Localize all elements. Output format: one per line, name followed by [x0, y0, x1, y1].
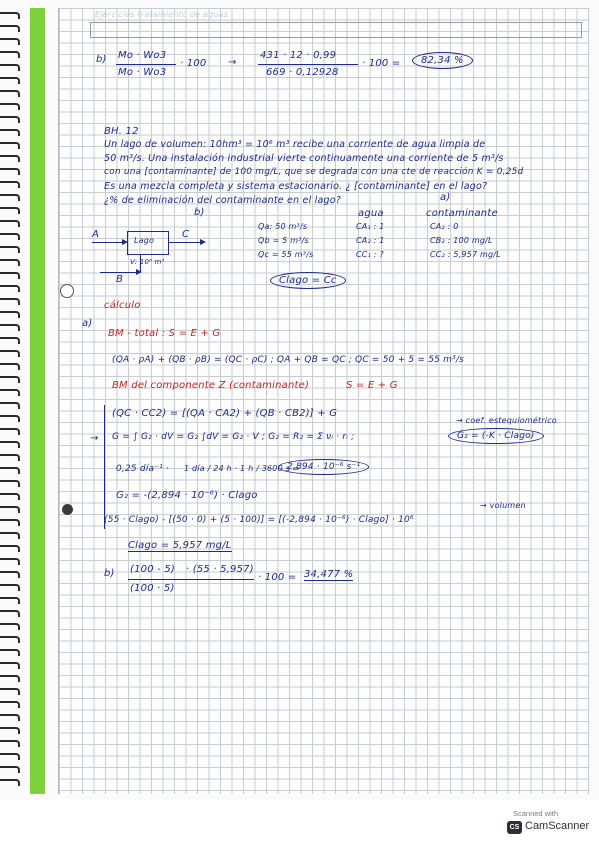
spiral-coil [0, 350, 20, 357]
calculo-clago-result: Clago = 5,957 mg/L [128, 540, 232, 551]
problem-id: BH. 12 [104, 126, 139, 137]
calculo-final-eq: (55 · Clago) - [(50 · 0) + (5 · 100)] = [(-2,894 · 10⁻⁶) · Clago] · 10⁶ [104, 515, 414, 525]
spiral-coil [0, 129, 20, 136]
spiral-coil [0, 714, 20, 721]
binder-hole-lower [62, 504, 73, 515]
top-b-den2: 669 · 0,12928 [266, 67, 339, 78]
spiral-coil [0, 155, 20, 162]
calculo-bm-component-eq: S = E + G [346, 380, 398, 391]
part-b-label: b) [104, 568, 115, 579]
spiral-coil [0, 77, 20, 84]
calculo-bm-component: BM del componente Z (contaminante) [112, 380, 310, 391]
calculo-gen-result: G₂ = (-K · Clago) [448, 428, 544, 444]
spiral-coil [0, 415, 20, 422]
contaminante-row-2: CB₂ : 100 mg/L [430, 236, 493, 245]
part-b-times: · 100 = [258, 572, 297, 583]
spiral-coil [0, 168, 20, 175]
green-margin-bar [30, 8, 45, 794]
spiral-coil [0, 688, 20, 695]
camscanner-badge [505, 809, 589, 839]
agua-c-row-3: CC₁ : ? [356, 250, 384, 259]
top-b-times: · 100 [180, 58, 207, 69]
spiral-coil [0, 675, 20, 682]
calculo-k-conv-pre: 0,25 día⁻¹ · [116, 464, 170, 474]
notebook-page: Ejercicios tratamiento de aguas b) Mo · Wo3 Mo · Wo3 · 100 → 431 · 12 · 0,99 669 · 0,12928 · 100 = 82,34 % BH. 12 Un lago de volumen: 10hm³ = 10⁶ m³ recibe una corriente de agua limpia de 50 m³/s. Una instalación industrial vierte continuamente una corriente de 5 m³/s con una [contaminante] de 100 mg/L, que se degrada con una cte de reacción K = 0,25d Es una mezcla completa y sistema estacionario. ¿ [contaminante] en el lago? ¿% de eliminación del contaminante en el lago? a) b) A Lago C V: 10⁶ m³ B agua Qa: 50 m³/s Qb = 5 m³/s Qc = 55 m³/s CA₁ : 1 CA₂ : 1 CC₁ : ? contaminante CA₂ : 0 CB₂ : 100 mg/L CC₂ : 5,957 mg/L Clago = Cc cálculo a) BM - total : S = E + G (QA · ρA) + (QB · ρB) = (QC · ρC) ; QA + QB = QC ; QC = 50 + 5 = 55 m³/s BM del componente Z (contaminante) S = E + G (QC · CC2) = [(QA · CA2) + (QB · CB2)] + G → coef. estequiométrico → G = ∫ G₂ · dV = G₂ ∫dV = G₂ · V ; G₂ = R₂ = Σ νᵢ · rᵢ ; G₂ = (-K · Clago) 0,25 día⁻¹ · 1 día / 24 h · 1 h / 3600 s = 2,894 · 10⁻⁶ s⁻¹ G₂ = -(2,894 · 10⁻⁶) · Clago → volumen (55 · Clago) - [(50 · 0) + (5 · 100)] = [(-2,894 · 10⁻⁶) · Clago] · 10⁶ Clago = 5,957 mg/L b) (100 - 5) · (55 · 5,957) (100 · 5) · 100 = 34,477 % [0, 0, 599, 800]
diagram-volume-label: V: 10⁶ m³ [130, 258, 165, 266]
calculo-volume-note: → volumen [480, 501, 526, 510]
spiral-coil [0, 363, 20, 370]
calculo-part-a: a) [82, 318, 93, 329]
problem-part-b-marker: b) [194, 207, 205, 218]
problem-line-5: ¿% de eliminación del contaminante en el lago? [104, 195, 341, 206]
spiral-coil [0, 272, 20, 279]
camscanner-logo-icon: CS [507, 821, 522, 834]
spiral-coil [0, 558, 20, 565]
spiral-coil [0, 597, 20, 604]
spiral-coil [0, 259, 20, 266]
spiral-coil [0, 532, 20, 539]
problem-line-4: Es una mezcla completa y sistema estacionario. ¿ [contaminante] en el lago? [104, 181, 488, 192]
spiral-coil [0, 207, 20, 214]
spiral-coil [0, 727, 20, 734]
agua-header: agua [358, 208, 384, 219]
problem-line-1: Un lago de volumen: 10hm³ = 10⁶ m³ recibe una corriente de agua limpia de [104, 139, 486, 150]
spiral-coil [0, 701, 20, 708]
calculo-balance-eq: (QC · CC2) = [(QA · CA2) + (QB · CB2)] + G [112, 408, 338, 419]
calculo-qa-eq: (QA · ρA) + (QB · ρB) = (QC · ρC) ; QA + QB = QC ; QC = 50 + 5 = 55 m³/s [112, 355, 465, 365]
diagram-bottom-label: B [116, 274, 124, 285]
spiral-coil [0, 246, 20, 253]
spiral-coil [0, 311, 20, 318]
spiral-binding [0, 8, 24, 794]
spiral-coil [0, 441, 20, 448]
agua-q-row-2: Qb = 5 m³/s [258, 236, 309, 245]
problem-line-3: con una [contaminante] de 100 mg/L, que se degrada con una cte de reacción K = 0,25d [104, 167, 524, 177]
spiral-coil [0, 220, 20, 227]
spiral-coil [0, 402, 20, 409]
spiral-coil [0, 103, 20, 110]
calculo-k-value: 2,894 · 10⁻⁶ s⁻¹ [278, 459, 369, 475]
calculo-k-conv-mid: 1 día / 24 h · 1 h / 3600 s = [184, 464, 300, 473]
spiral-coil [0, 493, 20, 500]
spiral-coil [0, 519, 20, 526]
problem-line-2: 50 m³/s. Una instalación industrial vierte continuamente una corriente de 5 m³/s [104, 153, 504, 164]
spiral-coil [0, 610, 20, 617]
spiral-coil [0, 584, 20, 591]
spiral-coil [0, 766, 20, 773]
spiral-coil [0, 285, 20, 292]
spiral-coil [0, 623, 20, 630]
top-b-result: 82,34 % [412, 52, 473, 69]
contaminante-header: contaminante [426, 208, 498, 219]
spiral-coil [0, 480, 20, 487]
calculo-gen-eq: G = ∫ G₂ · dV = G₂ ∫dV = G₂ · V ; G₂ = R₂ = Σ νᵢ · rᵢ ; [112, 432, 355, 442]
contaminante-row-1: CA₂ : 0 [430, 222, 459, 231]
spiral-coil [0, 64, 20, 71]
header-strip-text: Ejercicios tratamiento de aguas [95, 10, 229, 19]
spiral-coil [0, 233, 20, 240]
top-b-frac-den: Mo · Wo3 [118, 67, 167, 78]
calculo-g2-line: G₂ = -(2,894 · 10⁻⁶) · Clago [116, 490, 258, 501]
calculo-heading: cálculo [104, 300, 141, 311]
calculo-coef-note: → coef. estequiométrico [456, 416, 557, 425]
spiral-coil [0, 181, 20, 188]
spiral-coil [0, 506, 20, 513]
top-b-times2: · 100 = [362, 58, 401, 69]
top-b-arrow: → [228, 57, 237, 68]
top-b-label: b) [96, 54, 107, 65]
agua-c-row-2: CA₂ : 1 [356, 236, 385, 245]
top-b-num2: 431 · 12 · 0,99 [260, 50, 337, 61]
binder-hole-upper [60, 284, 74, 298]
scanner-brand: CamScanner [525, 820, 590, 832]
spiral-coil [0, 649, 20, 656]
part-b-num: (100 - 5) [130, 564, 176, 575]
spiral-coil [0, 337, 20, 344]
spiral-coil [0, 467, 20, 474]
spiral-coil [0, 324, 20, 331]
spiral-coil [0, 298, 20, 305]
problem-part-a-marker: a) [440, 192, 451, 203]
diagram-out-label: C [182, 229, 190, 240]
spiral-coil [0, 545, 20, 552]
spiral-coil [0, 90, 20, 97]
part-b-eq: · (55 · 5,957) [186, 564, 254, 575]
scanner-label: Scanned with [513, 809, 559, 818]
spiral-coil [0, 571, 20, 578]
top-header-strip [90, 10, 582, 38]
part-b-result: 34,477 % [304, 569, 354, 580]
diagram-lake-label: Lago [134, 236, 155, 245]
spiral-coil [0, 779, 20, 786]
diagram-in-label: A [92, 229, 100, 240]
spiral-coil [0, 51, 20, 58]
spiral-coil [0, 25, 20, 32]
spiral-coil [0, 38, 20, 45]
spiral-coil [0, 376, 20, 383]
part-b-den: (100 · 5) [130, 583, 175, 594]
contaminante-row-3: CC₂ : 5,957 mg/L [430, 250, 501, 259]
agua-c-row-1: CA₁ : 1 [356, 222, 385, 231]
spiral-coil [0, 389, 20, 396]
spiral-coil [0, 454, 20, 461]
spiral-coil [0, 12, 20, 19]
spiral-coil [0, 636, 20, 643]
spiral-coil [0, 116, 20, 123]
spiral-coil [0, 194, 20, 201]
spiral-coil [0, 740, 20, 747]
spiral-coil [0, 753, 20, 760]
spiral-coil [0, 662, 20, 669]
calculo-bm-total: BM - total : S = E + G [108, 328, 221, 339]
clago-box: Clago = Cc [270, 272, 346, 289]
top-b-frac-num: Mo · Wo3 [118, 50, 167, 61]
agua-q-row-3: Qc = 55 m³/s [258, 250, 314, 259]
agua-q-row-1: Qa: 50 m³/s [258, 222, 308, 231]
spiral-coil [0, 142, 20, 149]
spiral-coil [0, 428, 20, 435]
